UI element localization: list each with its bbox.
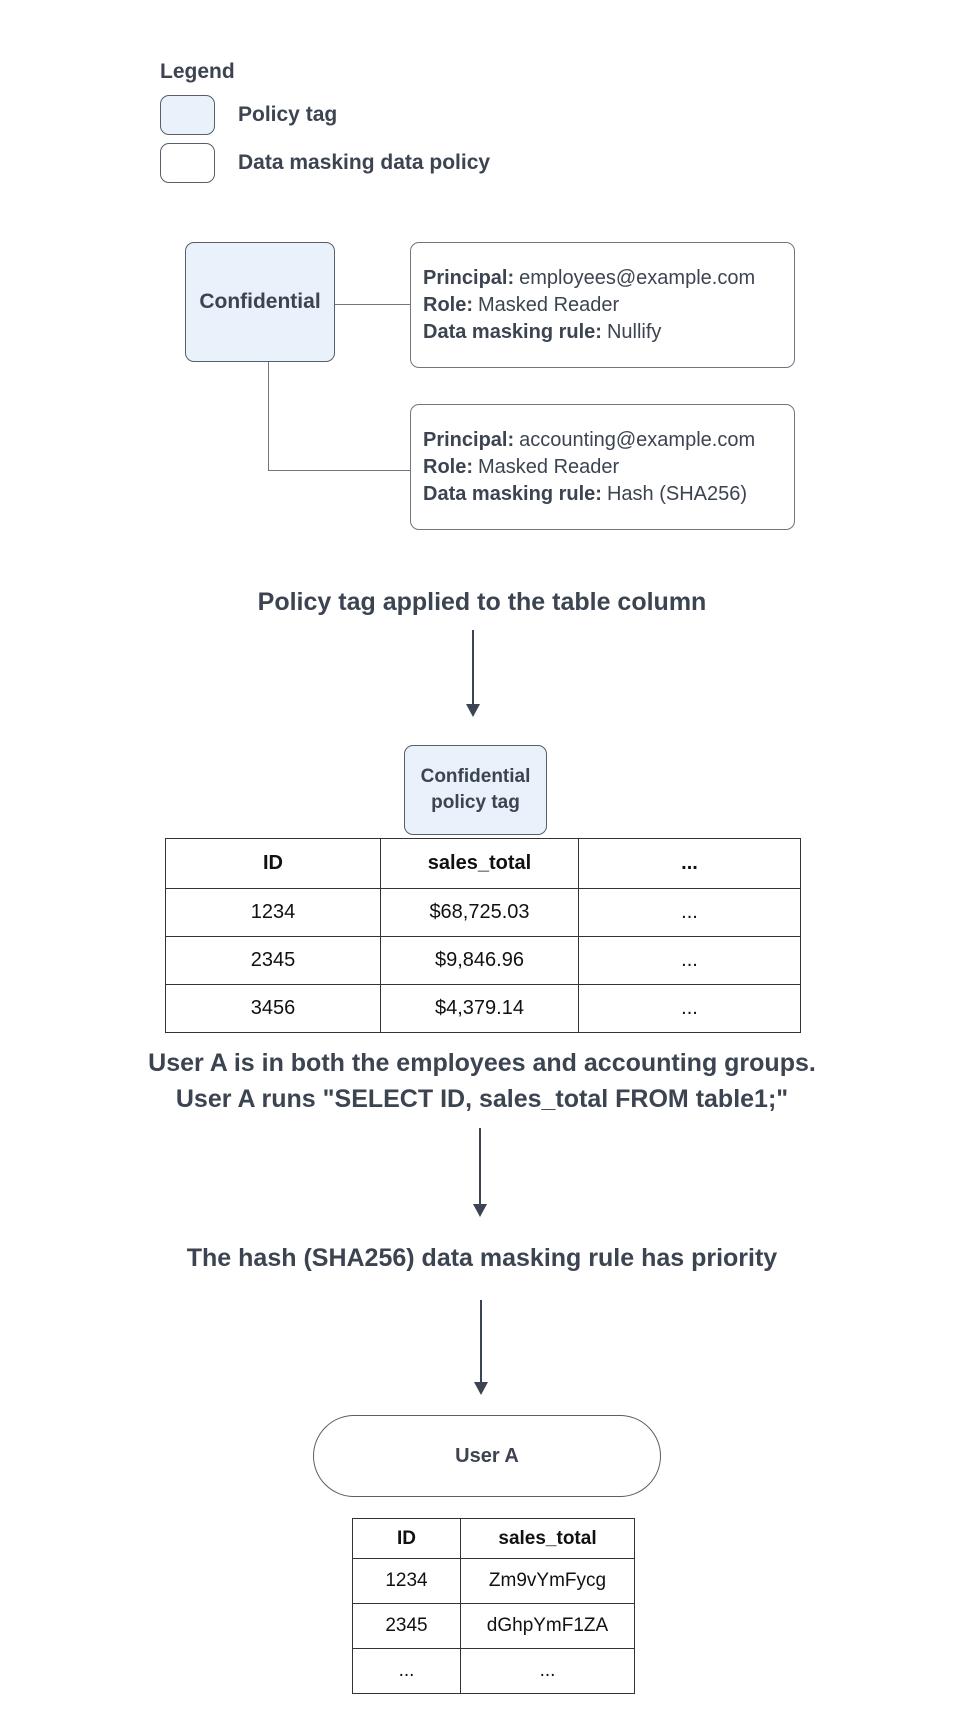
legend-data-masking-swatch: [160, 143, 215, 183]
table-row: [166, 985, 801, 1033]
masked-table-header-row: [353, 1519, 635, 1559]
user-a-node: [313, 1415, 661, 1497]
policy2-principal-value: accounting@example.com: [519, 428, 756, 451]
caption-user-groups-line2: User A runs "SELECT ID, sales_total FROM table1;": [175, 1085, 789, 1113]
masked-table-header-sales-total: sales_total: [461, 1519, 635, 1559]
cell-sales-total: $9,846.96: [381, 937, 579, 985]
policy1-rule-label: Data masking rule:: [423, 320, 602, 343]
policy2-principal-line: [423, 427, 782, 454]
arrow-line: [472, 630, 474, 704]
source-table: [165, 838, 801, 1033]
source-table-header-row: [166, 839, 801, 889]
table-row: [166, 889, 801, 937]
column-policy-tag-line2: policy tag: [431, 792, 520, 813]
policy2-rule-line: [423, 481, 782, 508]
arrow-head-icon: [473, 1204, 487, 1217]
cell-masked-value: ...: [461, 1649, 635, 1694]
legend-title: Legend: [160, 60, 235, 83]
policy2-role-label: Role:: [423, 455, 473, 478]
arrow-line: [479, 1128, 481, 1204]
cell-sales-total: $68,725.03: [381, 889, 579, 937]
cell-id: ...: [353, 1649, 461, 1694]
table-row: [353, 1604, 635, 1649]
policy1-rule-line: [423, 319, 782, 346]
source-table-header-more: ...: [579, 839, 801, 889]
column-policy-tag: [404, 745, 547, 835]
masked-table-header-id: ID: [353, 1519, 461, 1559]
policy1-role-label: Role:: [423, 293, 473, 316]
cell-more: ...: [579, 889, 801, 937]
policy2-rule-value: Hash (SHA256): [606, 482, 748, 505]
down-arrow-3: [473, 1300, 489, 1395]
legend-policy-tag-swatch: [160, 95, 215, 135]
connector-tag-to-policy2-vertical: [268, 362, 269, 470]
table-row: [166, 937, 801, 985]
policy1-role-value: Masked Reader: [478, 293, 620, 316]
cell-id: 2345: [353, 1604, 461, 1649]
caption-policy-tag-applied: Policy tag applied to the table column: [257, 588, 707, 616]
arrow-head-icon: [466, 704, 480, 717]
legend-data-masking-label: Data masking data policy: [238, 151, 491, 174]
cell-more: ...: [579, 937, 801, 985]
connector-tag-to-policy1: [335, 304, 410, 305]
caption-user-groups: [0, 1045, 964, 1117]
policy-tag-node-label: Confidential: [199, 290, 321, 313]
column-policy-tag-label: [421, 764, 531, 816]
cell-id: 2345: [166, 937, 381, 985]
policy1-principal-label: Principal:: [423, 266, 515, 289]
policy2-principal-label: Principal:: [423, 428, 515, 451]
data-masking-policy-accounting: [410, 404, 795, 530]
user-a-label: User A: [455, 1444, 519, 1467]
policy1-principal-line: [423, 265, 782, 292]
cell-masked-value: Zm9vYmFycg: [461, 1559, 635, 1604]
cell-id: 1234: [166, 889, 381, 937]
down-arrow-1: [465, 630, 481, 717]
cell-sales-total: $4,379.14: [381, 985, 579, 1033]
caption-user-groups-line1: User A is in both the employees and accounting groups.: [148, 1049, 816, 1077]
source-table-header-sales-total: sales_total: [381, 839, 579, 889]
arrow-line: [480, 1300, 482, 1382]
policy2-rule-label: Data masking rule:: [423, 482, 602, 505]
down-arrow-2: [472, 1128, 488, 1217]
caption-hash-priority: The hash (SHA256) data masking rule has priority: [186, 1244, 778, 1272]
cell-id: 3456: [166, 985, 381, 1033]
arrow-head-icon: [474, 1382, 488, 1395]
policy1-principal-value: employees@example.com: [519, 266, 756, 289]
policy-tag-node-confidential: [185, 242, 335, 362]
table-row: [353, 1559, 635, 1604]
cell-more: ...: [579, 985, 801, 1033]
legend-policy-tag-label: Policy tag: [238, 103, 338, 126]
column-policy-tag-line1: Confidential: [420, 766, 531, 787]
cell-masked-value: dGhpYmF1ZA: [461, 1604, 635, 1649]
policy1-role-line: [423, 292, 782, 319]
source-table-header-id: ID: [166, 839, 381, 889]
data-masking-policy-employees: [410, 242, 795, 368]
table-row: [353, 1649, 635, 1694]
policy2-role-value: Masked Reader: [478, 455, 620, 478]
policy2-role-line: [423, 454, 782, 481]
masked-result-table: [352, 1518, 635, 1694]
cell-id: 1234: [353, 1559, 461, 1604]
policy1-rule-value: Nullify: [606, 320, 662, 343]
connector-tag-to-policy2-horizontal: [268, 470, 410, 471]
